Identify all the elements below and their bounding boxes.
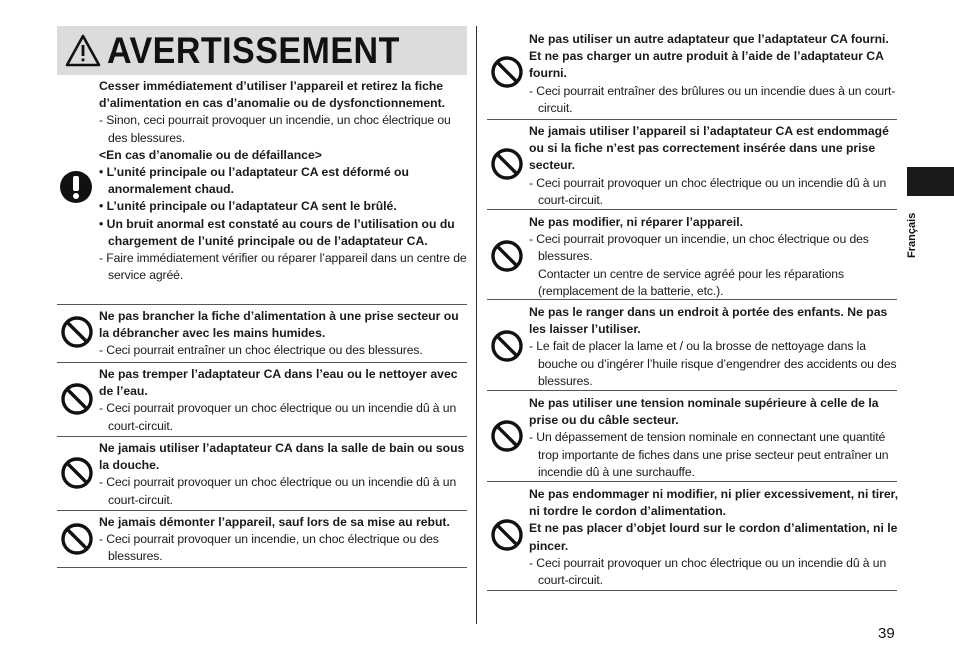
- divider: [57, 510, 467, 511]
- block-heading: Ne jamais utiliser l’adaptateur CA dans la salle de bain ou sous la douche.: [99, 441, 465, 473]
- block-note: - Sinon, ceci pourrait provoquer un incendie, un choc électrique ou des blessures.: [99, 113, 451, 145]
- block-note: - Ceci pourrait provoquer un choc électrique ou un incendie dû à un court-circuit.: [99, 475, 457, 507]
- divider: [487, 590, 897, 591]
- language-tab-marker: [907, 167, 954, 196]
- divider: [487, 119, 897, 120]
- warning-block-children: [529, 304, 899, 390]
- prohibition-icon: [491, 240, 523, 272]
- column-divider: [476, 26, 477, 624]
- prohibition-icon: [61, 523, 93, 555]
- warning-block-cord: [529, 486, 899, 589]
- block-bullet: • L’unité principale ou l’adaptateur CA est déformé ou anormalement chaud.: [99, 165, 409, 197]
- block-note: - Ceci pourrait provoquer un choc électrique ou un incendie dû à un court-circuit.: [529, 175, 887, 207]
- divider: [57, 362, 467, 363]
- divider: [487, 299, 897, 300]
- warning-block-voltage: [529, 395, 899, 481]
- block-bullet: • L’unité principale ou l’adaptateur CA sent le brûlé.: [99, 199, 397, 214]
- mandatory-exclamation-icon: [59, 170, 93, 204]
- block-note: - Ceci pourrait provoquer un incendie, un choc électrique ou des blessures.: [529, 232, 869, 264]
- language-label: Français: [906, 212, 918, 258]
- block-note: - Ceci pourrait provoquer un choc électrique ou un incendie dû à un court-circuit.: [529, 555, 887, 588]
- block-heading: Ne pas tremper l’adaptateur CA dans l’eau ou le nettoyer avec de l’eau.: [99, 367, 458, 399]
- warning-block-anomaly: [99, 78, 469, 284]
- prohibition-icon: [61, 316, 93, 348]
- prohibition-icon: [491, 330, 523, 362]
- divider: [487, 481, 897, 482]
- block-heading: Et ne pas placer d’objet lourd sur le cordon d’alimentation, ni le pincer.: [529, 521, 898, 553]
- warning-triangle-icon: [65, 34, 101, 67]
- block-note: - Le fait de placer la lame et / ou la brosse de nettoyage dans la bouche ou d’ingérer l’huile risque d’engendrer des accidents ou des blessures.: [529, 339, 897, 388]
- block-heading: Cesser immédiatement d’utiliser l’appareil et retirez la fiche d’alimentation en cas d’anomalie ou de dysfonctionnement.: [99, 79, 446, 111]
- block-heading: Ne jamais utiliser l’appareil si l’adaptateur CA est endommagé ou si la fiche n’est pas correctement insérée dans une prise secteur.: [529, 124, 889, 173]
- block-note: - Ceci pourrait entraîner un choc électrique ou des blessures.: [99, 343, 423, 358]
- divider: [57, 436, 467, 437]
- divider: [57, 567, 467, 568]
- block-heading: Ne pas endommager ni modifier, ni plier excessivement, ni tirer, ni tordre le cordon d’alimentation.: [529, 487, 899, 519]
- divider: [487, 390, 897, 391]
- page-title: AVERTISSEMENT: [107, 30, 400, 71]
- block-note: - Ceci pourrait provoquer un choc électrique ou un incendie dû à un court-circuit.: [99, 401, 457, 433]
- warning-block-damaged-adapter: [529, 123, 899, 209]
- block-note: - Faire immédiatement vérifier ou réparer l’appareil dans un centre de service agréé.: [99, 251, 467, 283]
- prohibition-icon: [491, 148, 523, 180]
- prohibition-icon: [491, 420, 523, 452]
- warning-block-wet-hands: [99, 308, 469, 360]
- block-heading: Ne pas le ranger dans un endroit à portée des enfants. Ne pas les laisser l’utiliser.: [529, 305, 888, 337]
- warning-block-water: [99, 366, 469, 435]
- prohibition-icon: [61, 457, 93, 489]
- warning-block-modify: [529, 214, 899, 300]
- block-bullet: • Un bruit anormal est constaté au cours de l’utilisation ou du chargement de l’unité principale ou de l’adaptateur CA.: [99, 216, 455, 248]
- warning-block-other-adapter: [529, 31, 899, 117]
- block-heading: Ne pas utiliser un autre adaptateur que l’adaptateur CA fourni. Et ne pas charger un autre produit à l’aide de l’adaptateur CA fourni.: [529, 32, 889, 81]
- block-note: Contacter un centre de service agréé pour les réparations (remplacement de la batterie, etc.).: [538, 266, 844, 298]
- block-heading: Ne pas utiliser une tension nominale supérieure à celle de la prise ou du câble secteur.: [529, 396, 879, 428]
- block-subheading: <En cas d’anomalie ou de défaillance>: [99, 147, 322, 162]
- block-heading: Ne jamais démonter l’appareil, sauf lors de sa mise au rebut.: [99, 515, 450, 529]
- warning-block-disassembly: [99, 514, 469, 566]
- block-note: - Ceci pourrait entraîner des brûlures ou un incendie dues à un court-circuit.: [529, 83, 896, 115]
- warning-header: [57, 26, 467, 75]
- divider: [57, 304, 467, 305]
- block-heading: Ne pas modifier, ni réparer l’appareil.: [529, 215, 744, 229]
- prohibition-icon: [491, 519, 523, 551]
- prohibition-icon: [491, 56, 523, 88]
- page-number: 39: [878, 625, 895, 642]
- block-heading: Ne pas brancher la fiche d’alimentation à une prise secteur ou la débrancher avec les mains humides.: [99, 309, 459, 341]
- warning-block-bathroom: [99, 440, 469, 509]
- block-note: - Un dépassement de tension nominale en connectant une quantité trop importante de fiches dans une prise secteur peut entraîner un incendie dû à une surchauffe.: [529, 430, 889, 479]
- block-note: - Ceci pourrait provoquer un incendie, un choc électrique ou des blessures.: [99, 532, 439, 564]
- divider: [487, 209, 897, 210]
- prohibition-icon: [61, 383, 93, 415]
